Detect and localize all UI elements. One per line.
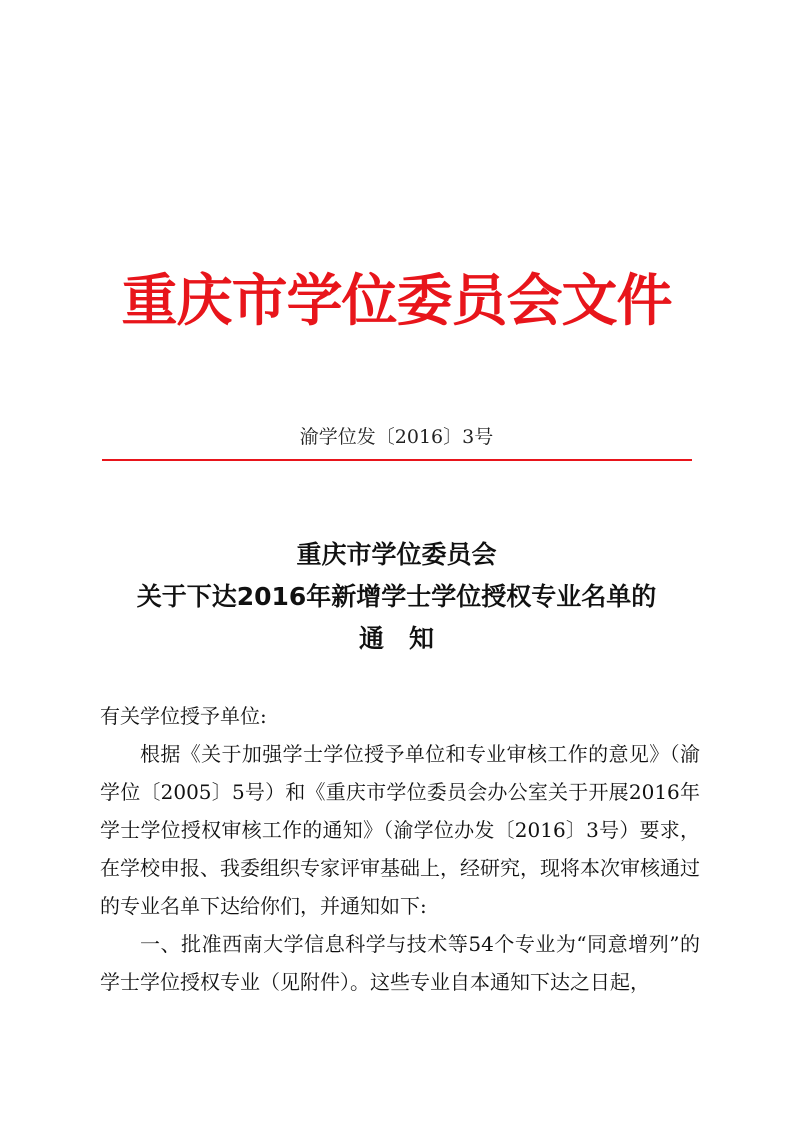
paragraph-item-one: 一、批准西南大学信息科学与技术等54个专业为“同意增列”的学士学位授权专业（见附件）。这些专业自本通知下达之日起，: [100, 932, 700, 994]
paragraph-basis: 根据《关于加强学士学位授予单位和专业审核工作的意见》（渝学位〔2005〕5号）和《重庆市学位委员会办公室关于开展2016年学士学位授权审核工作的通知》（渝学位办发〔2016〕3号）要求，在学校申报、我委组织专家评审基础上，经研究，现将本次审核通过的专业名单下达给你们，并通知如下:: [100, 742, 700, 918]
document-body: [100, 697, 700, 1001]
notice-title-line-subject: 关于下达2016年新增学士学位授权专业名单的: [136, 582, 657, 611]
notice-title: [0, 534, 793, 660]
document-header-title: 重庆市学位委员会文件: [121, 269, 672, 334]
header-divider: [102, 459, 692, 461]
document-number: 渝学位发〔2016〕3号: [299, 426, 494, 448]
notice-title-line-notice: 通 知: [358, 624, 434, 653]
notice-title-line-issuer: 重庆市学位委员会: [296, 540, 497, 569]
salutation: 有关学位授予单位:: [100, 704, 267, 728]
